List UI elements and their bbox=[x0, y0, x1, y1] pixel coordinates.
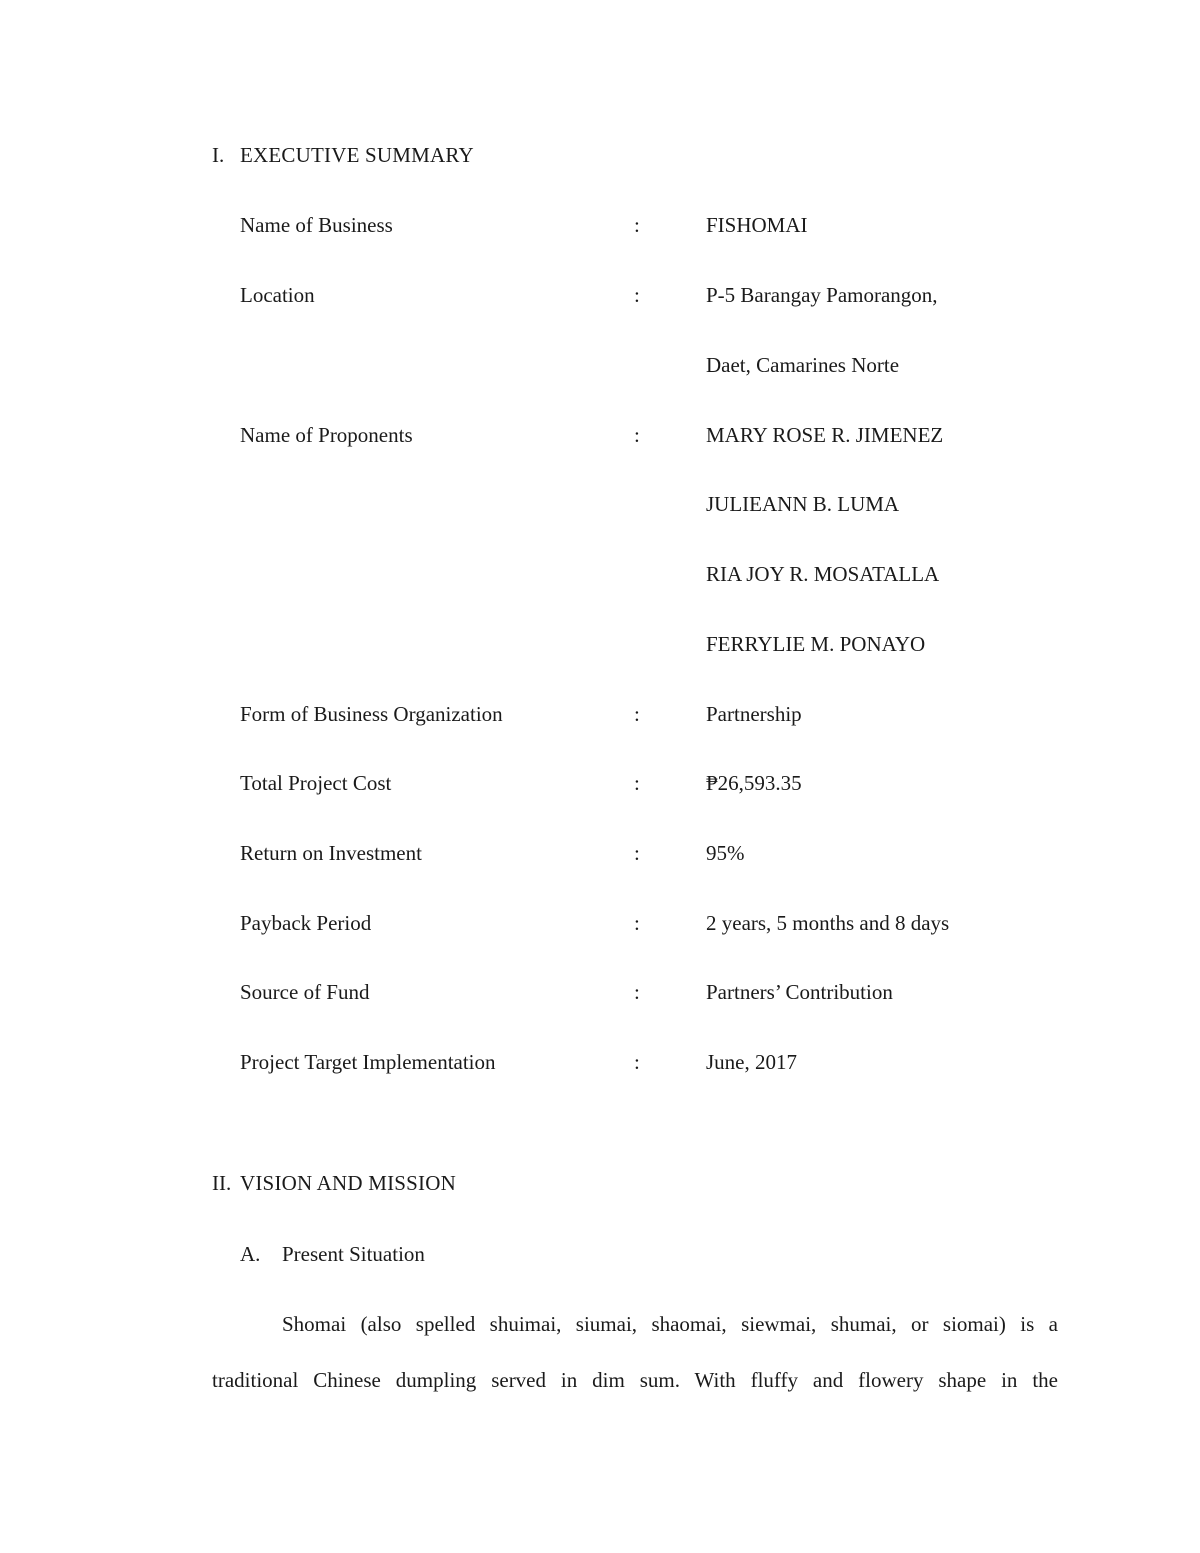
value-return-on-investment: 95% bbox=[706, 841, 745, 865]
colon-separator: : bbox=[634, 771, 640, 795]
label-payback-period: Payback Period bbox=[240, 911, 372, 935]
label-form-of-business: Form of Business Organization bbox=[240, 702, 503, 726]
label-return-on-investment: Return on Investment bbox=[240, 841, 422, 865]
colon-separator: : bbox=[634, 213, 640, 237]
value-proponent-4: FERRYLIE M. PONAYO bbox=[706, 632, 926, 656]
paragraph-line-1: Shomai (also spelled shuimai, siumai, shaomai, siewmai, shumai, or siomai) is a bbox=[282, 1312, 1058, 1336]
colon-separator: : bbox=[634, 1050, 640, 1074]
value-form-of-business: Partnership bbox=[706, 702, 802, 726]
value-proponent-1: MARY ROSE R. JIMENEZ bbox=[706, 423, 944, 447]
colon-separator: : bbox=[634, 980, 640, 1004]
colon-separator: : bbox=[634, 841, 640, 865]
paragraph-line-2: traditional Chinese dumpling served in dim sum. With fluffy and flowery shape in the bbox=[212, 1368, 1058, 1392]
value-total-project-cost: ₱26,593.35 bbox=[706, 771, 802, 795]
label-source-of-fund: Source of Fund bbox=[240, 980, 370, 1004]
colon-separator: : bbox=[634, 283, 640, 307]
colon-separator: : bbox=[634, 702, 640, 726]
value-location-line-2: Daet, Camarines Norte bbox=[706, 353, 900, 377]
subsection-a-title: Present Situation bbox=[282, 1242, 425, 1266]
section-2-number: II. bbox=[212, 1171, 232, 1195]
subsection-a-letter: A. bbox=[240, 1242, 261, 1266]
value-business-name: FISHOMAI bbox=[706, 213, 808, 237]
value-project-target-implementation: June, 2017 bbox=[706, 1050, 797, 1074]
value-proponent-3: RIA JOY R. MOSATALLA bbox=[706, 562, 940, 586]
label-location: Location bbox=[240, 283, 315, 307]
value-proponent-2: JULIEANN B. LUMA bbox=[706, 492, 900, 516]
section-1-number: I. bbox=[212, 143, 225, 167]
value-payback-period: 2 years, 5 months and 8 days bbox=[706, 911, 950, 935]
section-2-title: VISION AND MISSION bbox=[240, 1171, 456, 1195]
section-1-title: EXECUTIVE SUMMARY bbox=[240, 143, 474, 167]
label-name-of-proponents: Name of Proponents bbox=[240, 423, 413, 447]
colon-separator: : bbox=[634, 911, 640, 935]
value-source-of-fund: Partners’ Contribution bbox=[706, 980, 893, 1004]
colon-separator: : bbox=[634, 423, 640, 447]
value-location-line-1: P-5 Barangay Pamorangon, bbox=[706, 283, 938, 307]
label-name-of-business: Name of Business bbox=[240, 213, 393, 237]
label-project-target-implementation: Project Target Implementation bbox=[240, 1050, 496, 1074]
label-total-project-cost: Total Project Cost bbox=[240, 771, 392, 795]
